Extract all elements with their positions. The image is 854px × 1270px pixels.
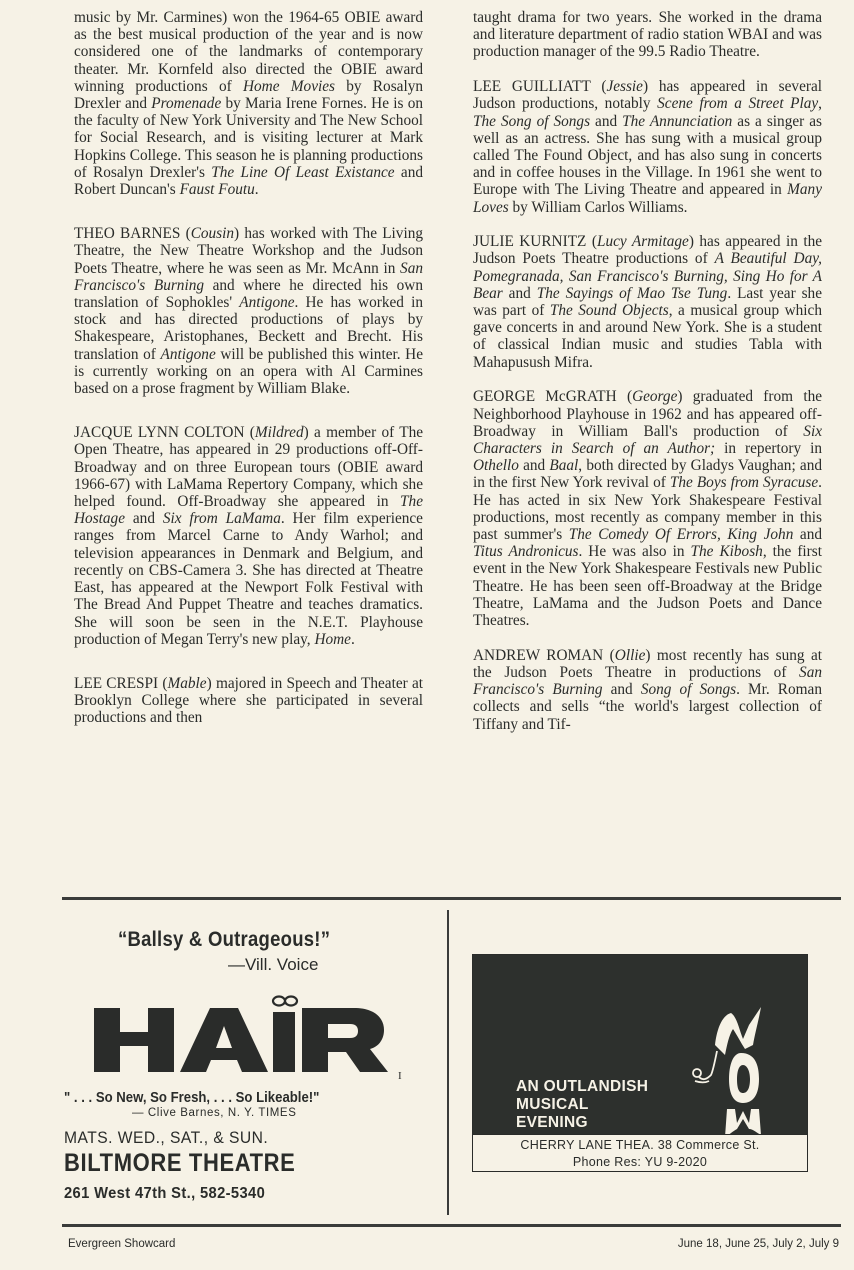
- vertical-divider-rule: [447, 910, 449, 1215]
- text-segment: ,: [818, 95, 822, 113]
- italic-title: Baal: [549, 457, 579, 475]
- text-segment: JACQUE LYNN COLTON: [74, 424, 245, 442]
- now-logo: [687, 1005, 797, 1137]
- text-segment: by Maria Irene Fornes. He is on the faculty of New York University and The New School for Social Research, and is visiting lecturer at Mark Hopkins College. This season he is planning productions of Rosalyn Drexler's: [74, 95, 423, 181]
- italic-title: San Francisco's Burning: [473, 663, 822, 699]
- left-column: [74, 9, 423, 727]
- text-segment: (: [586, 233, 597, 251]
- text-segment: and: [125, 510, 163, 528]
- now-logo-letter-w: [725, 1109, 761, 1137]
- text-segment: . He has worked in stock and has directed productions of plays by Shakespeare, Aristophanes, Beckett and Brecht. His translation of: [74, 294, 423, 363]
- bottom-divider-rule: [62, 1224, 841, 1227]
- now-tagline-line: AN OUTLANDISH: [516, 1078, 649, 1095]
- italic-title: Scene from a Street Play: [657, 95, 819, 113]
- italic-title: San Francisco's Burning: [74, 259, 423, 294]
- text-segment: and: [602, 681, 641, 699]
- text-segment: (: [603, 646, 615, 664]
- hair-review-source: —Vill. Voice: [228, 955, 319, 974]
- hair-advertisement: [62, 902, 445, 1224]
- text-segment: and Robert Duncan's: [74, 163, 423, 199]
- italic-title: The Annunciation: [622, 112, 733, 130]
- bio-paragraph: [473, 388, 822, 629]
- text-segment: (: [180, 225, 191, 243]
- text-segment: (: [244, 424, 255, 442]
- italic-title: Many Loves: [473, 181, 822, 216]
- text-segment: , a musical group which gave concerts in and around New York. She is a student of classical Indian music and studies Tabla with Mahapusush Mifra.: [473, 302, 822, 371]
- italic-title: The Boys from Syracuse: [669, 474, 819, 492]
- italic-title: Song of Songs: [640, 681, 737, 699]
- bio-paragraph: [473, 78, 822, 216]
- italic-title: The Song of Songs: [473, 112, 591, 130]
- italic-title: The Comedy Of Errors, King John: [568, 525, 794, 543]
- hair-theatre-address: 261 West 47th St., 582-5340: [64, 1185, 266, 1202]
- hair-logo-letter-a: [180, 1008, 268, 1072]
- text-segment: taught drama for two years. She worked in the drama and literature department of radio station WBAI and was production manager of the 99.5 Radio Theatre.: [473, 9, 822, 61]
- italic-title: Six from LaMama: [162, 510, 281, 528]
- now-logo-figure-icon: [693, 1051, 717, 1083]
- bio-paragraph: [473, 647, 822, 733]
- footer-publication: Evergreen Showcard: [68, 1238, 176, 1250]
- italic-title: Six Characters in Search of an Author;: [473, 422, 822, 457]
- italic-title: Home Movies: [242, 77, 335, 95]
- text-segment: and: [793, 525, 822, 543]
- italic-title: Cousin: [190, 225, 235, 243]
- text-segment: , the first event in the New York Shakespeare Festivals new Public Theatre. He has been seen off-Broadway at the Bridge Theatre, LaMama and the Judson Poets and Dance Theatres.: [473, 543, 822, 629]
- italic-title: Mable: [167, 674, 207, 692]
- text-segment: and: [518, 457, 550, 475]
- text-segment: JULIE KURNITZ: [473, 233, 587, 251]
- italic-title: Lucy Armitage: [596, 233, 689, 251]
- hair-logo-infinity-icon: [273, 997, 297, 1006]
- now-logo-letter-n: [715, 1007, 761, 1055]
- italic-title: Antigone: [239, 294, 295, 312]
- now-tagline-line: MUSICAL: [516, 1096, 589, 1113]
- italic-title: The Sound Objects: [549, 302, 669, 320]
- now-tagline-line: EVENING: [516, 1114, 588, 1131]
- now-tagline: [516, 1078, 648, 1132]
- footer-dates: June 18, June 25, July 2, July 9: [677, 1238, 839, 1250]
- italic-title: The Kibosh: [690, 543, 763, 561]
- hair-theatre-name: BILTMORE THEATRE: [64, 1149, 296, 1177]
- italic-title: The Sayings of Mao Tse Tung: [536, 284, 728, 302]
- text-segment: THEO BARNES: [74, 225, 181, 243]
- text-segment: . Her film experience ranges from Marcel Carne to Andy Warhol; and television appearances in Denmark and Belgium, and recently on CBS-Camera 3. She has directed at Theatre East, has appeared at the Newport Folk Festival with The Bread And Puppet Theatre and teaches dramatics. She will soon be seen in the N.E.T. Playhouse production of Megan Terry's new play,: [74, 510, 423, 648]
- text-segment: . He was also in: [578, 543, 691, 561]
- text-segment: (: [616, 388, 633, 406]
- text-segment: .: [254, 181, 259, 199]
- bio-paragraph: [74, 675, 423, 727]
- italic-title: George: [632, 388, 678, 406]
- text-segment: ) has appeared in the Judson Poets Theatre productions of: [473, 233, 823, 268]
- text-segment: and where he directed his own translation of Sophokles': [74, 276, 423, 312]
- text-segment: , both directed by Gladys Vaughan; and in the first New York revival of: [473, 457, 822, 492]
- italic-title: Othello: [473, 457, 519, 475]
- top-divider-rule: [62, 897, 841, 900]
- now-venue: CHERRY LANE THEA. 38 Commerce St.: [520, 1138, 760, 1152]
- text-segment: ) graduated from the Neighborhood Playhouse in 1962 and has appeared off-Broadway in William Ball's production of: [473, 388, 823, 440]
- hair-review-source-2: — Clive Barnes, N. Y. TIMES: [132, 1107, 297, 1119]
- text-segment: .: [350, 630, 355, 648]
- text-segment: . Last year she was part of: [473, 284, 822, 320]
- hair-review-quote: “Ballsy & Outrageous!”: [118, 928, 331, 951]
- now-logo-letter-o: [729, 1053, 759, 1103]
- now-phone: Phone Res: YU 9-2020: [572, 1155, 708, 1169]
- text-segment: ) a member of The Open Theatre, has appeared in 29 productions off-Off-Broadway and on three European tours (OBIE award 1966-67) with LaMama Repertory Company, which she helped found. Off-Broadway she appeared in: [74, 424, 424, 511]
- hair-logo-letter-r: [302, 1008, 388, 1072]
- italic-title: A Beautiful Day, Pomegranada, San Francisco's Burning, Sing Ho for A Bear: [473, 250, 822, 302]
- bio-paragraph: [74, 225, 423, 397]
- bio-paragraph: [473, 9, 822, 61]
- text-segment: (: [158, 674, 168, 692]
- right-column: [473, 9, 822, 733]
- text-segment: ) majored in Speech and Theater at Brooklyn College where she participated in several productions and then: [74, 674, 423, 727]
- text-segment: and: [590, 112, 623, 130]
- italic-title: Mildred: [254, 424, 304, 442]
- text-segment: and: [502, 284, 537, 302]
- text-segment: GEORGE McGRATH: [473, 388, 617, 406]
- text-segment: LEE CRESPI: [74, 674, 159, 692]
- text-segment: ) has worked with The Living Theatre, the New Theatre Workshop and the Judson Poets Theatre, where he was seen as Mr. McAnn in: [74, 225, 423, 277]
- italic-title: The Hostage: [74, 493, 423, 528]
- hair-logo: [92, 992, 392, 1074]
- text-segment: . Mr. Roman collects and sells “the world's largest collection of Tiffany and Tif-: [473, 681, 822, 733]
- italic-title: Antigone: [160, 345, 216, 363]
- hair-matinees: MATS. WED., SAT., & SUN.: [64, 1128, 269, 1147]
- text-segment: ) most recently has sung at the Judson Poets Theatre in productions of: [473, 646, 822, 681]
- hair-logo-letter-h: [94, 1008, 174, 1072]
- italic-title: Titus Andronicus: [473, 543, 579, 561]
- now-venue-box: [473, 1134, 807, 1171]
- text-segment: LEE GUILLIATT: [473, 78, 591, 96]
- now-advertisement: [472, 954, 808, 1172]
- text-segment: music by Mr. Carmines) won the 1964-65 OBIE award as the best musical production of the year and is now considered one of the landmarks of contemporary theater. Mr. Kornfeld also directed the OBIE award winning productions of: [74, 9, 423, 95]
- hair-logo-letter-i: [273, 1012, 295, 1072]
- italic-title: Home: [314, 630, 351, 648]
- bio-paragraph: [74, 9, 423, 198]
- italic-title: Jessie: [606, 78, 643, 96]
- italic-title: Ollie: [614, 646, 646, 664]
- text-segment: . He has acted in six New York Shakespeare Festival productions, most recently as company member in this past summer's: [473, 474, 822, 543]
- hair-review-quote-2: " . . . So New, So Fresh, . . . So Likeable!": [64, 1090, 320, 1106]
- italic-title: The Line Of Least Existance: [211, 163, 395, 181]
- text-segment: (: [590, 78, 607, 96]
- italic-title: Faust Foutu: [179, 181, 255, 199]
- text-segment: ANDREW ROMAN: [473, 646, 604, 664]
- text-segment: by William Carlos Williams.: [508, 198, 688, 216]
- text-segment: as a singer as well as an actress. She has sung with a musical group called The Found Object, and has also sung in concerts and in coffee houses in the Village. In 1961 she went to Europe with The Living Theatre and appeared in: [473, 112, 822, 199]
- bio-paragraph: [74, 424, 423, 648]
- bio-paragraph: [473, 233, 822, 371]
- italic-title: Promenade: [151, 95, 222, 113]
- text-segment: will be published this winter. He is currently working on an opera with Al Carmines based on a prose fragment by William Blake.: [74, 345, 423, 398]
- hair-logo-trademark: I: [398, 1070, 402, 1082]
- text-segment: by Rosalyn Drexler and: [74, 77, 423, 113]
- text-segment: in repertory in: [715, 439, 822, 457]
- text-segment: ) has appeared in several Judson productions, notably: [473, 78, 822, 113]
